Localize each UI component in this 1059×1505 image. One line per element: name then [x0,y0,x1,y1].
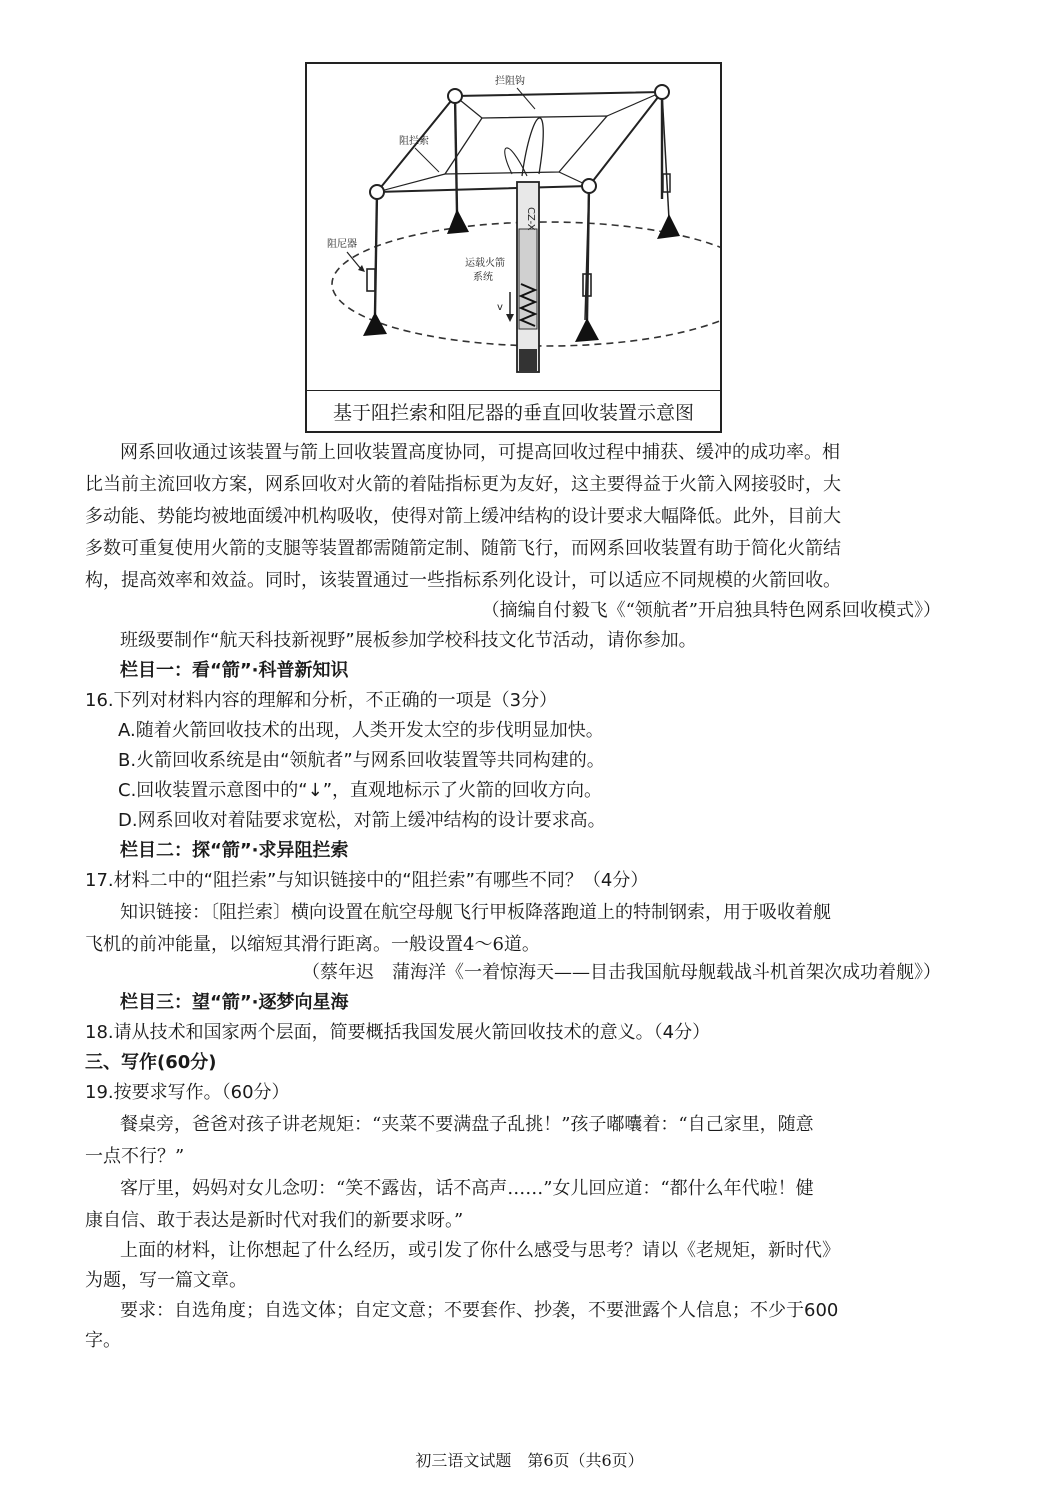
prompt-line: 为题，写一篇文章。 [85,1270,247,1291]
label-rocket: 运载火箭 [465,258,505,269]
label-hook: 拦阻钩 [495,76,525,87]
passage-line: 比当前主流回收方案，网系回收对火箭的着陆指标更为友好，这主要得益于火箭入网接驳时，大 [85,474,841,495]
figure-caption: 基于阻拦索和阻尼器的垂直回收装置示意图 [307,390,720,431]
question-18: 18.请从技术和国家两个层面，简要概括我国发展火箭回收技术的意义。（4分） [85,1022,711,1043]
anchor [447,209,469,234]
passage-line: 构，提高效率和效益。同时，该装置通过一些指标系列化设计，可以适应不同规模的火箭回收。 [85,570,841,591]
page-footer: 初三语文试题 第6页（共6页） [415,1451,644,1470]
recovery-device-figure [305,62,722,433]
question-16: 16.下列对材料内容的理解和分析，不正确的一项是（3分） [85,690,558,711]
label-damper: 阻尼器 [327,239,357,250]
prompt-line: 客厅里，妈妈对女儿念叨：“笑不露齿，话不高声……”女儿回应道：“都什么年代啦！健 [120,1178,814,1199]
prompt-line: 上面的材料，让你想起了什么经历，或引发了你什么感受与思考？请以《老规矩，新时代》 [120,1240,840,1261]
leg [455,96,457,212]
option-a: A.随着火箭回收技术的出现，人类开发太空的步伐明显加快。 [118,720,604,741]
section-heading-1: 栏目一：看“箭”·科普新知识 [120,660,349,681]
recovery-device-diagram [307,64,720,394]
hook-line [522,118,543,176]
option-b: B.火箭回收系统是由“领航者”与网系回收装置等共同构建的。 [118,750,605,771]
requirements-line: 要求：自选角度；自选文体；自定文意；不要套作、抄袭，不要泄露个人信息；不少于600 [120,1300,839,1321]
knowledge-link: 飞机的前冲能量，以缩短其滑行距离。一般设置4～6道。 [85,934,540,955]
question-17: 17.材料二中的“阻拦索”与知识链接中的“阻拦索”有哪些不同？（4分） [85,870,649,891]
source-citation: （摘编自付毅飞《“领航者”开启独具特色网系回收模式》） [481,600,941,621]
requirements-line: 字。 [85,1330,121,1351]
label-rocket-system: 系统 [473,272,493,283]
anchor [657,214,680,239]
label-velocity: v [497,302,503,313]
option-c: C.回收装置示意图中的“↓”，直观地标示了火箭的回收方向。 [118,780,603,801]
prompt-line: 康自信、敢于表达是新时代对我们的新要求呀。” [85,1210,464,1231]
passage-line: 多数可重复使用火箭的支腿等装置都需随箭定制、随箭飞行，而网系回收装置有助于简化火箭结 [85,538,841,559]
knowledge-link: 知识链接：〔阻拦索〕横向设置在航空母舰飞行甲板降落跑道上的特制钢索，用于吸收着舰 [120,902,831,923]
anchor [575,318,599,342]
source-citation: （蔡年迟 蒲海洋《一着惊海天——目击我国航母舰载战斗机首架次成功着舰》） [302,962,941,983]
passage-line: 网系回收通过该装置与箭上回收装置高度协同，可提高回收过程中捕获、缓冲的成功率。相 [120,442,840,463]
leg [375,192,377,314]
part-heading: 三、写作(60分) [85,1052,217,1073]
question-19: 19.按要求写作。（60分） [85,1082,290,1103]
rocket-marking: CZ-X [525,207,536,231]
passage-line: 多动能、势能均被地面缓冲机构吸收，使得对箭上缓冲结构的设计要求大幅降低。此外，目前大 [85,506,841,527]
section-heading-3: 栏目三：望“箭”·逐梦向星海 [120,992,349,1013]
inner-net [445,116,607,174]
prompt-line: 餐桌旁，爸爸对孩子讲老规矩：“夹菜不要满盘子乱挑！”孩子嘟囔着：“自己家里，随意 [120,1114,814,1135]
intro-text: 班级要制作“航天科技新视野”展板参加学校科技文化节活动，请你参加。 [120,630,697,651]
section-heading-2: 栏目二：探“箭”·求异阻拦索 [120,840,349,861]
option-d: D.网系回收对着陆要求宽松，对箭上缓冲结构的设计要求高。 [118,810,606,831]
damper [367,269,375,291]
label-cable: 阻拦索 [399,136,429,147]
prompt-line: 一点不行？” [85,1146,185,1167]
